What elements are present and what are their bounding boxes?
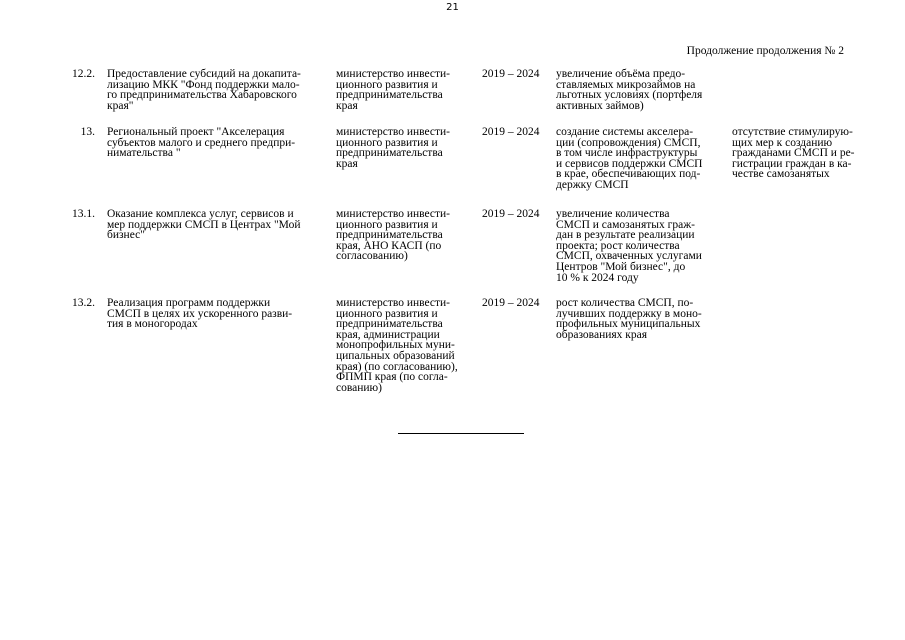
- implementation-period: 2019 – 2024: [482, 297, 540, 309]
- responsible-executor: министерство инвести- ционного развития и предпринимательства края: [336, 126, 451, 170]
- implementation-period: 2019 – 2024: [482, 68, 540, 80]
- measure-name: Реализация программ поддержки СМСП в целях их ускоренного разви- тия в моногородах: [107, 297, 293, 331]
- row-number: 13.2.: [72, 297, 95, 309]
- implementation-period: 2019 – 2024: [482, 208, 540, 220]
- row-number: 13.1.: [72, 208, 95, 220]
- expected-result: создание системы акселера- ции (сопровождения) СМСП, в том числе инфраструктуры и сервисов поддержки СМСП в крае, обеспечивающих под- держку СМСП: [556, 126, 703, 191]
- measure-name: Оказание комплекса услуг, сервисов и мер поддержки СМСП в Центрах "Мой бизнес": [107, 208, 301, 242]
- measures-table: [0, 69, 905, 408]
- expected-result: рост количества СМСП, по- лучивших поддержку в моно- профильных муниципальных образованиях края: [556, 297, 702, 341]
- measure-name: Предоставление субсидий на докапита- лизацию МКК "Фонд поддержки мало- го предпринимательства Хабаровского края": [107, 68, 301, 112]
- responsible-executor: министерство инвести- ционного развития и предпринимательства края: [336, 68, 451, 112]
- responsible-executor: министерство инвести- ционного развития и предпринимательства края, АНО КАСП (по согласованию): [336, 208, 451, 263]
- row-number: 13.: [80, 126, 95, 138]
- expected-result: увеличение количества СМСП и самозанятых граж- дан в результате реализации проекта; рост количества СМСП, охваченных услугами Центров "Мой бизнес", до 10 % к 2024 году: [556, 208, 702, 284]
- row-number: 12.2.: [72, 68, 95, 80]
- implementation-period: 2019 – 2024: [482, 126, 540, 138]
- responsible-executor: министерство инвести- ционного развития и предпринимательства края, администрации монопрофильных муни- ципальных образований края) (по согласованию), ФПМП края (по согла- сованию): [336, 297, 458, 394]
- continuation-heading: Продолжение продолжения № 2: [686, 45, 844, 57]
- page-number: 21: [446, 2, 459, 13]
- table-row: [0, 127, 905, 209]
- table-row: [0, 69, 905, 127]
- expected-result: увеличение объёма предо- ставляемых микрозаймов на льготных условиях (портфеля активных займов): [556, 68, 703, 112]
- end-rule: [398, 433, 524, 434]
- non-implementation-consequence: отсутствие стимулирую- щих мер к созданию гражданами СМСП и ре- гистрации граждан в ка- честве самозанятых: [732, 126, 855, 181]
- table-row: [0, 298, 905, 408]
- measure-name: Региональный проект "Акселерация субъектов малого и среднего предпри- нимательства ": [107, 126, 296, 160]
- table-row: [0, 209, 905, 298]
